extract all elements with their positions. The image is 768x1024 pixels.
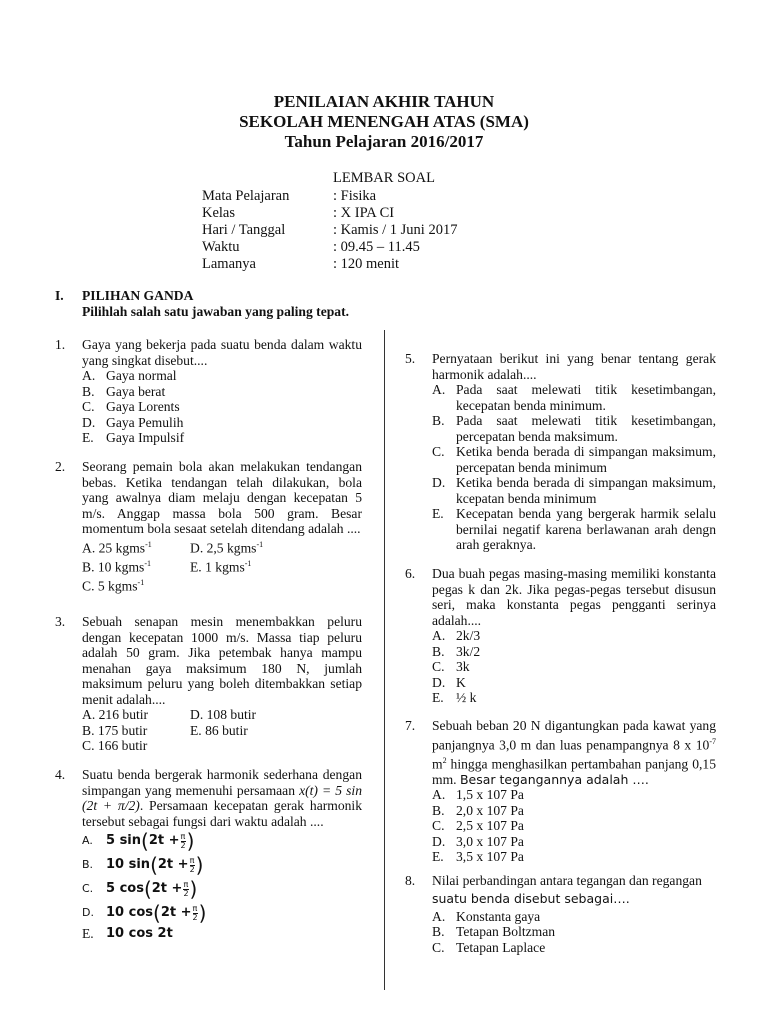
option-text: B. 10 kgms	[82, 559, 145, 575]
option-letter: E.	[432, 690, 444, 705]
option[interactable]	[432, 940, 722, 956]
option[interactable]	[432, 413, 716, 444]
option[interactable]	[432, 644, 716, 660]
option[interactable]	[432, 834, 716, 850]
option[interactable]	[82, 430, 362, 446]
question-text: Gaya yang bekerja pada suatu benda dalam waktu yang singkat disebut....	[82, 337, 362, 368]
option[interactable]	[432, 849, 716, 865]
question-text: Seorang pemain bola akan melakukan tendangan bebas. Ketika tendangan telah dilakukan, bola yang awalnya diam melaju dengan kecepatan 5 m/s. Anggap massa bola 500 gram. Besar momentum bola sesaat setelah ditendang adalah ....	[82, 459, 362, 536]
option-text: Gaya berat	[106, 383, 166, 399]
option[interactable]	[432, 628, 716, 644]
option-text: Ketika benda berada di simpangan maksimum, percepatan benda minimum	[456, 444, 716, 475]
option[interactable]: A. 216 butir	[82, 707, 149, 722]
question-text-part: Sebuah beban 20 N digantungkan pada kawat yang panjangnya 3,0 m dan luas penampangnya 8 x 10	[432, 718, 716, 753]
section-number: I.	[55, 288, 64, 303]
question-text-part: hingga menghasilkan pertambahan panjang 0,15 mm.	[432, 756, 716, 787]
info-value: : Fisika	[333, 188, 377, 204]
option[interactable]	[82, 537, 190, 556]
option[interactable]	[432, 675, 716, 691]
question-text-part: suatu benda disebut sebagai….	[432, 890, 630, 906]
option-arg: 2t +	[151, 881, 183, 896]
option[interactable]: B. 175 butir	[82, 722, 148, 738]
info-value: : 09.45 – 11.45	[333, 239, 420, 255]
option[interactable]	[432, 382, 716, 413]
option-text: 2,5 x 107 Pa	[456, 818, 524, 834]
school-year: Tahun Pelajaran 2016/2017	[284, 132, 484, 151]
option[interactable]: D. 10 cos ( 2t + $\frac{\pi}{2}$ )	[82, 901, 207, 925]
option-text: Gaya Pemulih	[106, 414, 184, 430]
option-letter: D.	[432, 674, 446, 690]
option[interactable]: C. 5 cos ( 2t + $\frac{\pi}{2}$ )	[82, 877, 198, 901]
info-label: Mata Pelajaran	[202, 188, 290, 204]
option-letter: C.	[432, 444, 445, 459]
option[interactable]: D. 108 butir	[190, 707, 257, 722]
option[interactable]	[432, 690, 716, 706]
question-text: Sebuah senapan mesin menembakkan peluru dengan kecepatan 1000 m/s. Massa tiap peluru adalah 50 gram. Jika petembak hanya mampu menahan gaya maksimum 180 N, jumlah maksimum peluru yang boleh ditembakkan setiap menit adalah....	[82, 614, 362, 707]
option-letter: C.	[82, 399, 95, 414]
option-text: 3,0 x 107 Pa	[456, 833, 524, 849]
question-text: Pernyataan berikut ini yang benar tentang gerak harmonik adalah....	[432, 351, 716, 382]
option-coef: 10 sin	[106, 857, 151, 872]
option-letter: D.	[82, 906, 94, 919]
question-number: 7.	[405, 718, 416, 733]
option-letter: A.	[82, 368, 96, 383]
option-letter: B.	[432, 924, 445, 939]
option-text: Gaya Impulsif	[106, 430, 185, 445]
sheet-title: LEMBAR SOAL	[333, 170, 435, 186]
option-letter: B.	[82, 383, 95, 399]
option-letter: B.	[432, 643, 445, 659]
option-arg: 2t +	[157, 857, 189, 872]
option-letter: B.	[82, 858, 94, 871]
option-text: Tetapan Laplace	[456, 939, 546, 955]
option-text: 3k	[456, 659, 470, 674]
unit-exponent: -1	[145, 539, 152, 549]
question-text	[82, 767, 362, 829]
option[interactable]	[82, 368, 362, 384]
info-value: : 120 menit	[333, 256, 400, 272]
option[interactable]	[82, 556, 190, 575]
option-text: 1,5 x 107 Pa	[456, 787, 524, 803]
column-divider	[384, 330, 385, 990]
unit-exponent: -1	[244, 558, 252, 568]
info-label: Hari / Tanggal	[202, 222, 286, 238]
question-number: 2.	[55, 459, 66, 474]
question-text	[432, 718, 716, 787]
option-letter: A.	[82, 834, 93, 847]
option-letter: C.	[432, 818, 445, 834]
option-letter: E.	[82, 430, 94, 445]
option-letter: C.	[432, 939, 445, 955]
question-number: 1.	[55, 337, 66, 352]
question-number: 6.	[405, 566, 416, 581]
option[interactable]	[82, 575, 190, 594]
option[interactable]	[190, 537, 298, 556]
unit-exponent: -1	[137, 577, 145, 587]
equation: x(t) = 5 sin (2t + π/2)	[82, 782, 362, 813]
info-label: Waktu	[202, 239, 240, 255]
option-arg: 2t +	[148, 833, 180, 848]
option-letter: D.	[82, 414, 96, 430]
pi-over-2: $\frac{\pi}{2}$	[180, 831, 186, 850]
question-text-part: . Persamaan kecepatan gerak harmonik tersebut sebagai fungsi dari waktu adalah ....	[82, 798, 363, 829]
option-text: A. 25 kgms	[82, 540, 146, 556]
info-value: : X IPA CI	[333, 205, 395, 221]
option[interactable]	[432, 444, 716, 475]
option-letter: A.	[432, 787, 446, 803]
option-letter: E.	[82, 926, 94, 941]
option-text: Konstanta gaya	[456, 908, 541, 924]
option-text: Pada saat melewati titik kesetimbangan, percepatan benda maksimum.	[456, 413, 716, 444]
option[interactable]: A. 5 sin ( 2t + $\frac{\pi}{2}$ )	[82, 829, 195, 853]
option-letter: A.	[432, 628, 446, 643]
option-text: 2,0 x 107 Pa	[456, 802, 524, 818]
pi-over-2: $\frac{\pi}{2}$	[183, 879, 189, 898]
option[interactable]	[432, 787, 716, 803]
question-number: 4.	[55, 767, 66, 782]
option-text: D. 2,5 kgms	[190, 540, 257, 556]
option-text: E. 1 kgms	[190, 559, 245, 575]
option[interactable]	[82, 399, 362, 415]
exponent: -7	[709, 736, 716, 746]
option-text: 3,5 x 107 Pa	[456, 849, 524, 865]
option-coef: 5 cos	[106, 881, 144, 896]
question-text-part: m	[432, 756, 443, 772]
option[interactable]	[432, 506, 716, 553]
option-text: C. 5 kgms	[82, 578, 138, 594]
question-text-part: Besar tegangannya adalah ….	[459, 771, 649, 787]
question-number: 5.	[405, 351, 416, 366]
option-letter: A.	[432, 382, 446, 397]
pi-over-2: $\frac{\pi}{2}$	[189, 855, 195, 874]
question-text-part: Suatu benda bergerak harmonik sederhana dengan simpangan yang memenuhi persamaan	[82, 767, 362, 798]
option-text: Kecepatan benda yang bergerak harmik selalu bernilai negatif karena berlawanan arah dengn arah geraknya.	[456, 506, 716, 552]
option-expr: 10 cos 2t	[106, 926, 173, 941]
info-label: Lamanya	[202, 256, 256, 272]
option[interactable]	[432, 803, 716, 819]
option-text: ½ k	[456, 690, 477, 705]
option-letter: D.	[432, 475, 446, 490]
option[interactable]: C. 166 butir	[82, 738, 148, 753]
school-title: SEKOLAH MENENGAH ATAS (SMA)	[239, 112, 529, 131]
option-text: K	[456, 674, 466, 690]
question-text-part: Nilai perbandingan antara tegangan dan regangan	[432, 873, 702, 888]
option-letter: B.	[432, 413, 445, 428]
section-title: PILIHAN GANDA	[82, 288, 194, 303]
option-letter: D.	[432, 833, 446, 849]
option-text: Gaya Lorents	[106, 399, 180, 414]
unit-exponent: -1	[256, 539, 264, 549]
option-coef: 5 sin	[106, 833, 142, 848]
option-letter: B.	[432, 802, 445, 818]
option[interactable]	[432, 475, 716, 506]
info-value: : Kamis / 1 Juni 2017	[333, 222, 458, 238]
option[interactable]	[82, 384, 362, 400]
question-number: 8.	[405, 873, 416, 888]
option[interactable]	[432, 818, 716, 834]
option-text: 2k/3	[456, 628, 481, 643]
option-letter: A.	[432, 908, 446, 924]
question-number: 3.	[55, 614, 66, 629]
exponent: 2	[442, 755, 447, 765]
question-text	[432, 873, 722, 909]
question-text: Dua buah pegas masing-masing memiliki konstanta pegas k dan 2k. Jika pegas-pegas tersebut disusun seri, maka konstanta pegas pengganti serinya adalah....	[432, 566, 716, 628]
option[interactable]: E. 86 butir	[190, 722, 248, 738]
option-text: 3k/2	[456, 643, 481, 659]
option[interactable]: B. 10 sin ( 2t + $\frac{\pi}{2}$ )	[82, 853, 204, 877]
option-text: Pada saat melewati titik kesetimbangan, kecepatan benda minimum.	[456, 382, 716, 413]
option[interactable]	[432, 909, 722, 925]
option[interactable]	[190, 556, 298, 575]
option-text: Ketika benda berada di simpangan maksimum, kcepatan benda minimum	[456, 475, 716, 506]
option-arg: 2t +	[160, 905, 192, 920]
option-coef: 10 cos	[106, 905, 153, 920]
option-letter: C.	[82, 882, 94, 895]
section-instruction: Pilihlah salah satu jawaban yang paling tepat.	[82, 304, 350, 319]
option-letter: E.	[432, 849, 444, 865]
option[interactable]	[82, 925, 362, 943]
option-text: Gaya normal	[106, 368, 177, 383]
option[interactable]	[82, 415, 362, 431]
exam-title: PENILAIAN AKHIR TAHUN	[273, 92, 495, 111]
info-label: Kelas	[202, 205, 236, 221]
option[interactable]	[432, 659, 716, 675]
option-text: Tetapan Boltzman	[456, 924, 556, 939]
option-letter: C.	[432, 659, 445, 674]
unit-exponent: -1	[144, 558, 151, 568]
option[interactable]	[432, 924, 722, 940]
pi-over-2: $\frac{\pi}{2}$	[192, 903, 198, 922]
option-letter: E.	[432, 506, 444, 521]
